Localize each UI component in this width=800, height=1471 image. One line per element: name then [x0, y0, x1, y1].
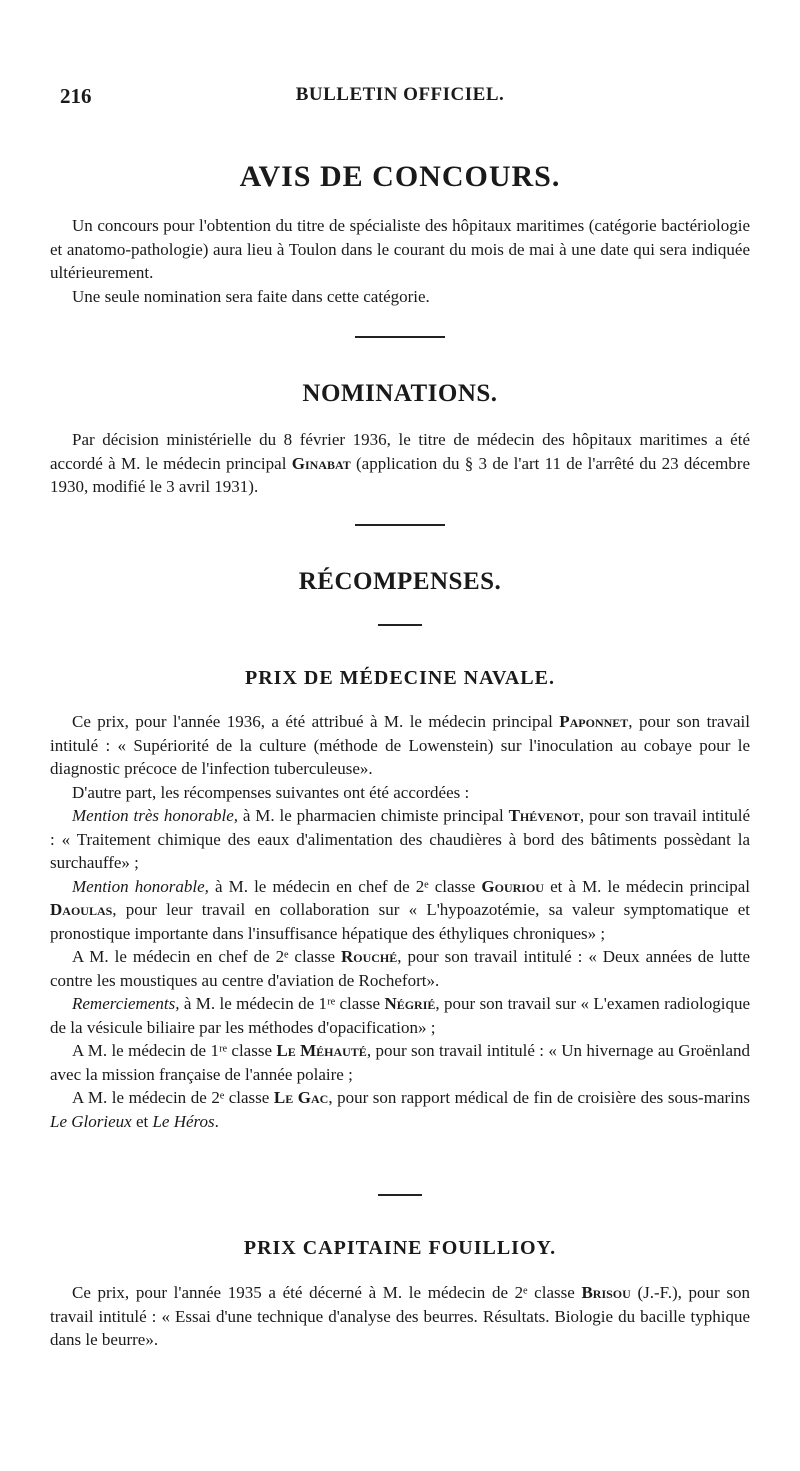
person-name: Le Méhauté [276, 1041, 367, 1060]
person-name: Le Gac [273, 1088, 329, 1107]
bulletin-title: BULLETIN OFFICIEL. [295, 84, 505, 105]
nominations-section [50, 428, 750, 499]
prix-capitaine-heading: PRIX CAPITAINE FOUILLIOY. [243, 1237, 557, 1259]
nominations-heading: NOMINATIONS. [302, 380, 498, 407]
section-divider [378, 1194, 422, 1196]
section-divider [378, 624, 422, 626]
prix-medecine-paragraph-5: A M. le médecin en chef de 2ᵉ classe Rouché, pour son travail intitulé : « Deux années de lutte contre les moustiques au centre d'aviation de Rochefort». [50, 947, 750, 990]
prix-medecine-paragraph-2: D'autre part, les récompenses suivantes ont été accordées : [72, 782, 470, 802]
avis-heading: AVIS DE CONCOURS. [239, 160, 561, 193]
recompenses-heading: RÉCOMPENSES. [298, 568, 502, 595]
person-name: Rouché [340, 947, 398, 966]
prix-medecine-heading: PRIX DE MÉDECINE NAVALE. [245, 667, 555, 689]
prix-medecine-paragraph-1: Ce prix, pour l'année 1936, a été attribué à M. le médecin principal Paponnet, pour son travail intitulé : « Supériorité de la culture (méthode de Lowenstein) sur l'inoculation au cobaye pour le diagnostic précoce de l'infection tuberculeuse». [50, 712, 750, 778]
ship-name: Le Glorieux [50, 1111, 132, 1131]
running-header [60, 84, 740, 114]
prix-capitaine-section [50, 1281, 750, 1352]
avis-section [50, 214, 750, 308]
prix-medecine-paragraph-6: Remerciements, à M. le médecin de 1ʳᵉ classe Négrié, pour son travail sur « L'examen radiologique de la vésicule biliaire par les méthodes d'opacification» ; [50, 994, 750, 1037]
page-number: 216 [60, 84, 92, 108]
ship-name: Le Héros [152, 1111, 215, 1131]
prix-medecine-paragraph-8: A M. le médecin de 2ᵉ classe Le Gac, pour son rapport médical de fin de croisière des sous-marins Le Glorieux et Le Héros. [50, 1088, 750, 1131]
prix-medecine-paragraph-3: Mention très honorable, à M. le pharmacien chimiste principal Thévenot, pour son travail intitulé : « Traitement chimique des eaux d'alimentation des chaudières à bord des bâtiments possèdant la surchauffe» ; [50, 806, 750, 872]
person-name: Daoulas [50, 900, 113, 919]
person-name: Brisou [581, 1283, 631, 1302]
prix-medecine-section [50, 710, 750, 1133]
person-name: Thévenot [508, 806, 580, 825]
recompenses-heading-block [50, 568, 750, 596]
avis-heading-block [50, 160, 750, 194]
prix-medecine-paragraph-4: Mention honorable, à M. le médecin en chef de 2ᵉ classe Gouriou et à M. le médecin principal Daoulas, pour leur travail en collaboration sur « L'hypoazotémie, sa valeur symptomatique et pronostique importante dans l'insuffisance hépatique des éthyliques chroniques» ; [50, 876, 750, 943]
avis-paragraph-1: Un concours pour l'obtention du titre de spécialiste des hôpitaux maritimes (catégorie bactériologie et anatomo-pathologie) aura lieu à Toulon dans le courant du mois de mai à une date qui sera indiquée ultérieurement. [50, 216, 750, 282]
person-name: Négrié [384, 994, 436, 1013]
person-name: Paponnet [559, 712, 629, 731]
avis-paragraph-2: Une seule nomination sera faite dans cette catégorie. [72, 286, 430, 306]
prix-medecine-heading-block [50, 667, 750, 690]
nominations-paragraph: Par décision ministérielle du 8 février 1936, le titre de médecin des hôpitaux maritimes a été accordé à M. le médecin principal Ginabat (application du § 3 de l'art 11 de l'arrêté du 23 décembre 1930, modifié le 3 avril 1931). [50, 430, 750, 496]
section-divider [355, 524, 445, 526]
prix-medecine-paragraph-7: A M. le médecin de 1ʳᵉ classe Le Méhauté, pour son travail intitulé : « Un hivernage au Groënland avec la mission française de l'année polaire ; [50, 1041, 750, 1084]
section-divider [355, 336, 445, 338]
prix-capitaine-paragraph: Ce prix, pour l'année 1935 a été décerné à M. le médecin de 2ᵉ classe Brisou (J.-F.), pour son travail intitulé : « Essai d'une technique d'analyse des beurres. Résultats. Biologie du bacille typhique dans le beurre». [50, 1283, 750, 1349]
prix-capitaine-heading-block [50, 1237, 750, 1260]
person-name: Ginabat [291, 453, 351, 473]
person-name: Gouriou [481, 876, 544, 896]
nominations-heading-block [50, 380, 750, 408]
